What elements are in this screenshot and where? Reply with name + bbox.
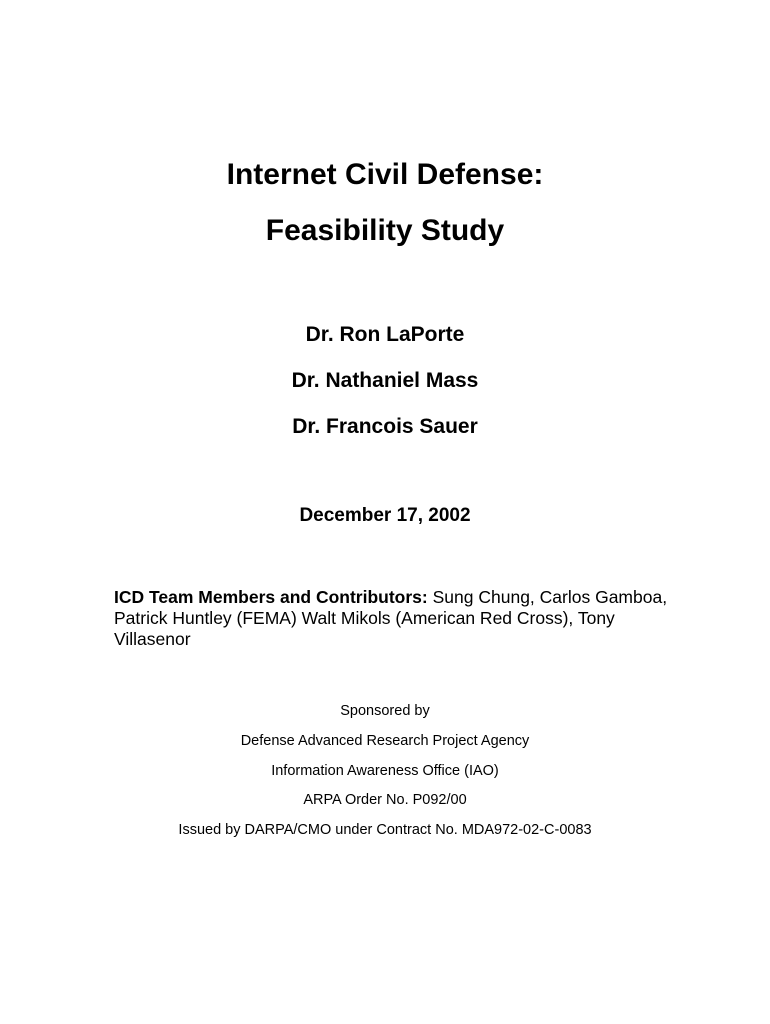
title-line-2: Feasibility Study — [265, 214, 505, 247]
team-label: ICD Team Members and Contributors: — [114, 587, 428, 607]
author-2: Dr. Nathaniel Mass — [291, 369, 479, 392]
sponsor-office: Information Awareness Office (IAO) — [271, 763, 499, 779]
team-contributors — [114, 587, 674, 650]
author-3: Dr. Francois Sauer — [292, 415, 478, 438]
title-line-1: Internet Civil Defense: — [226, 158, 544, 191]
team-members: Sung Chung, Carlos Gamboa, Patrick Huntley (FEMA) Walt Mikols (American Red Cross), Tony Villasenor — [114, 587, 668, 649]
document-date: December 17, 2002 — [299, 505, 471, 526]
arpa-order: ARPA Order No. P092/00 — [303, 792, 467, 808]
contract-number: Issued by DARPA/CMO under Contract No. MDA972-02-C-0083 — [178, 822, 592, 838]
author-1: Dr. Ron LaPorte — [305, 323, 465, 346]
sponsor-agency: Defense Advanced Research Project Agency — [240, 733, 530, 749]
sponsored-by: Sponsored by — [340, 703, 430, 719]
